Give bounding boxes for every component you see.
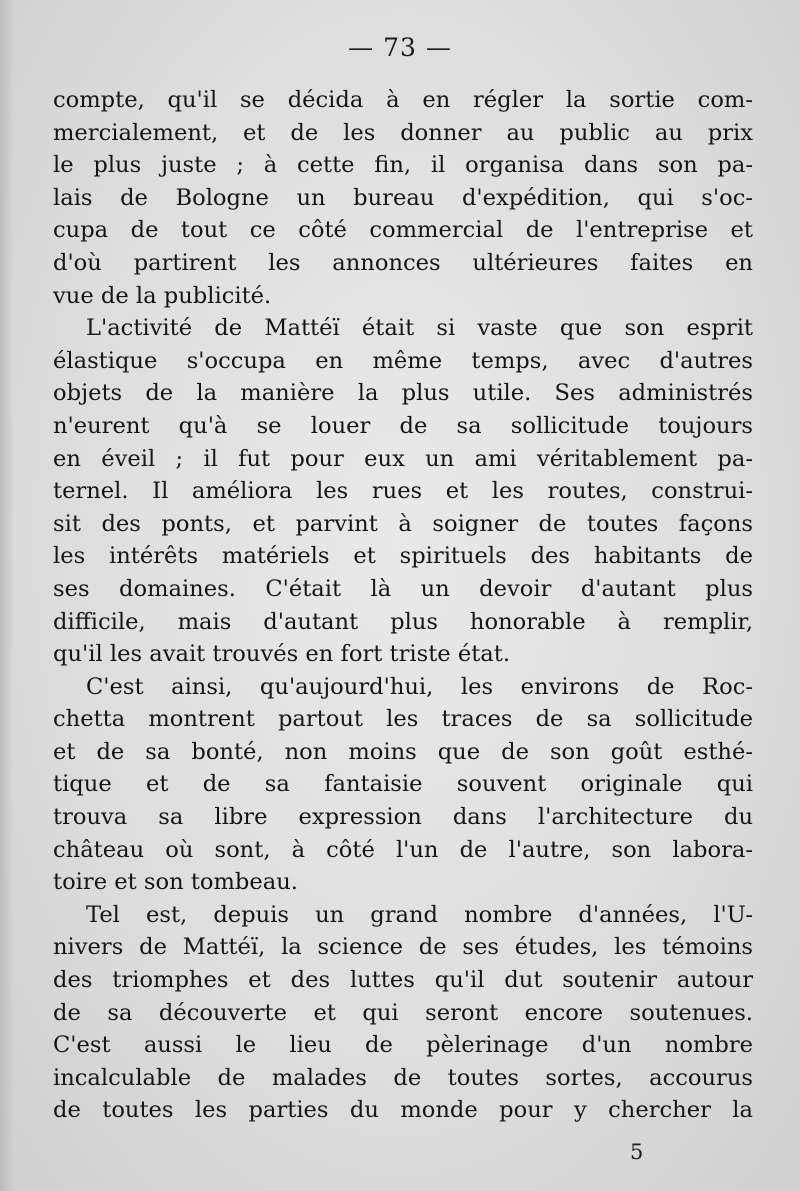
text-line: mercialement, et de les donner au public au prix — [53, 119, 753, 146]
text-line: incalculable de malades de toutes sortes, accourus — [53, 1064, 753, 1091]
text-line: n'eurent qu'à se louer de sa sollicitude toujours — [53, 412, 753, 439]
text-line: Tel est, depuis un grand nombre d'années, l'U- — [86, 901, 753, 928]
text-line: vue de la publicité. — [53, 282, 272, 309]
text-line: en éveil ; il fut pour eux un ami véritablement pa- — [53, 445, 753, 472]
text-line: et de sa bonté, non moins que de son goût esthé- — [53, 738, 753, 765]
text-line: compte, qu'il se décida à en régler la sortie com- — [53, 87, 753, 113]
text-line: chetta montrent partout les traces de sa sollicitude — [53, 706, 753, 733]
page-edge-shadow — [0, 0, 14, 1191]
text-line: L'activité de Mattéï était si vaste que son esprit — [86, 315, 753, 342]
text-line: lais de Bologne un bureau d'expédition, qui s'oc- — [53, 184, 753, 211]
text-line: de sa découverte et qui seront encore soutenues. — [53, 999, 753, 1026]
text-line: tique et de sa fantaisie souvent originale qui — [53, 771, 753, 798]
text-line: élastique s'occupa en même temps, avec d'autres — [53, 347, 753, 374]
text-line: difficile, mais d'autant plus honorable à remplir, — [53, 608, 753, 635]
text-line: objets de la manière la plus utile. Ses administrés — [53, 380, 753, 407]
text-line: toire et son tombeau. — [53, 869, 298, 896]
text-line: des triomphes et des luttes qu'il dut soutenir autour — [53, 967, 753, 994]
text-line: d'où partirent les annonces ultérieures faites en — [53, 249, 753, 276]
text-line: C'est ainsi, qu'aujourd'hui, les environs de Roc- — [86, 673, 753, 700]
text-line: ses domaines. C'était là un devoir d'autant plus — [53, 575, 753, 602]
page-number: — 73 — — [348, 33, 452, 62]
body-text — [53, 84, 753, 1127]
signature-mark: 5 — [630, 1140, 644, 1164]
text-line: C'est aussi le lieu de pèlerinage d'un nombre — [53, 1032, 753, 1059]
text-line: de toutes les parties du monde pour y chercher la — [53, 1097, 753, 1124]
text-line: les intérêts matériels et spirituels des habitants de — [53, 543, 753, 570]
text-line: qu'il les avait trouvés en fort triste état. — [53, 641, 511, 668]
text-line: cupa de tout ce côté commercial de l'entreprise et — [53, 217, 753, 244]
text-line: nivers de Mattéï, la science de ses études, les témoins — [53, 934, 753, 961]
text-line: château où sont, à côté l'un de l'autre, son labora- — [53, 836, 753, 863]
text-line: trouva sa libre expression dans l'architecture du — [53, 804, 753, 831]
text-line: sit des ponts, et parvint à soigner de toutes façons — [53, 510, 753, 537]
text-line: le plus juste ; à cette fin, il organisa dans son pa- — [53, 152, 753, 179]
text-line: ternel. Il améliora les rues et les routes, construi- — [53, 478, 753, 505]
